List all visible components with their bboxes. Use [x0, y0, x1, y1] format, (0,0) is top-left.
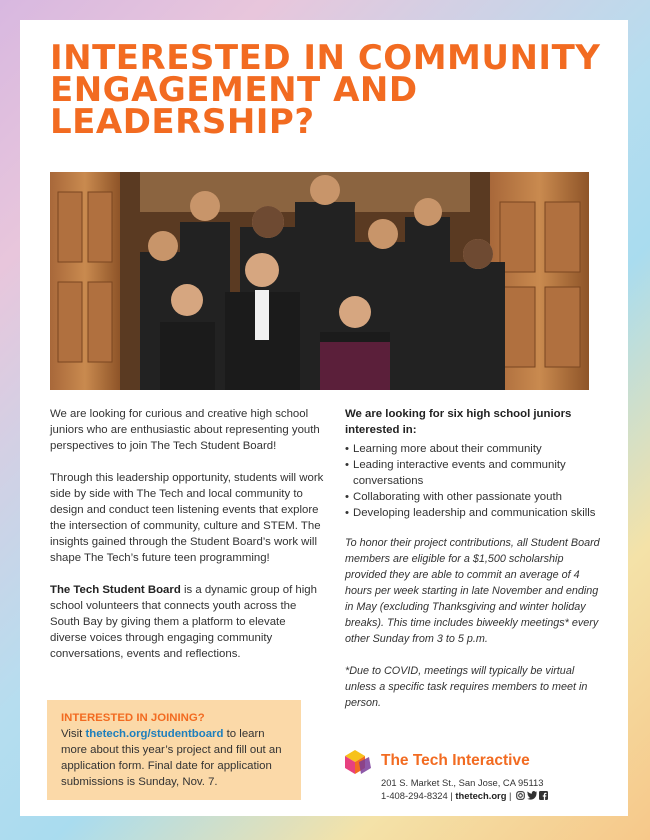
contact-info [381, 776, 548, 803]
separator: | [506, 790, 515, 801]
interests-heading: We are looking for six high school juniors interested in: [345, 408, 572, 436]
scholarship-note: To honor their project contributions, all Student Board members are eligible for a $1,500 scholarship provided they are able to commit an average of 4 hours per week starting in late November and ending in May (excluding Thanksgiving and winter holiday breaks). This time includes biweekly meetings* every other Sunday from 3 to 5 p.m. [345, 537, 600, 645]
opportunity-paragraph: Through this leadership opportunity, students will work side by side with The Tech and local community to design and conduct teen listening events that explore the intersection of community, culture and STEM. The insights gained through the Student Board’s work will shape The Tech’s future teen programming! [50, 472, 324, 564]
headline: INTERESTED IN COMMUNITY ENGAGEMENT AND LEADERSHIP? [50, 38, 601, 142]
phone: 1-408-294-8324 [381, 790, 448, 801]
callout-heading: INTERESTED IN JOINING? [61, 712, 205, 724]
left-column [50, 406, 324, 678]
interests-list [345, 441, 600, 521]
list-item: • Collaborating with other passionate youth [345, 489, 600, 505]
separator: | [447, 790, 456, 801]
callout-post: to learn more about this year’s project and fill out an application form. Final date for application submissions is Sunday, Nov. 7. [61, 728, 282, 788]
covid-note: *Due to COVID, meetings will typically be virtual unless a specific task requires members to meet in person. [345, 665, 588, 709]
join-callout [47, 700, 301, 800]
list-item: • Learning more about their community [345, 441, 600, 457]
studentboard-link[interactable]: thetech.org/studentboard [85, 728, 224, 740]
website-link[interactable]: thetech.org [455, 790, 507, 801]
list-item: • Leading interactive events and community conversations [345, 457, 600, 489]
tech-interactive-logo-icon [343, 748, 373, 778]
group-photo-illustration [50, 172, 589, 390]
board-description: is a dynamic group of high school volunteers that connects youth across the South Bay by giving them a platform to elevate diverse voices through engaging community conversations, events and reflections. [50, 584, 317, 660]
brand-name: The Tech Interactive [381, 752, 530, 769]
twitter-icon[interactable] [527, 790, 537, 803]
intro-paragraph: We are looking for curious and creative high school juniors who are enthusiastic about representing youth perspectives to join The Tech Student Board! [50, 408, 320, 452]
instagram-icon[interactable] [516, 790, 525, 803]
board-name: The Tech Student Board [50, 584, 181, 596]
callout-pre: Visit [61, 728, 86, 740]
footer [343, 748, 603, 808]
flyer-page [20, 20, 628, 816]
facebook-icon[interactable] [539, 790, 548, 803]
address: 201 S. Market St., San Jose, CA 95113 [381, 777, 544, 788]
contact-line [381, 789, 548, 803]
right-column [345, 406, 600, 727]
list-item: • Developing leadership and communication skills [345, 505, 600, 521]
board-paragraph [50, 582, 324, 662]
group-photo [50, 172, 589, 390]
